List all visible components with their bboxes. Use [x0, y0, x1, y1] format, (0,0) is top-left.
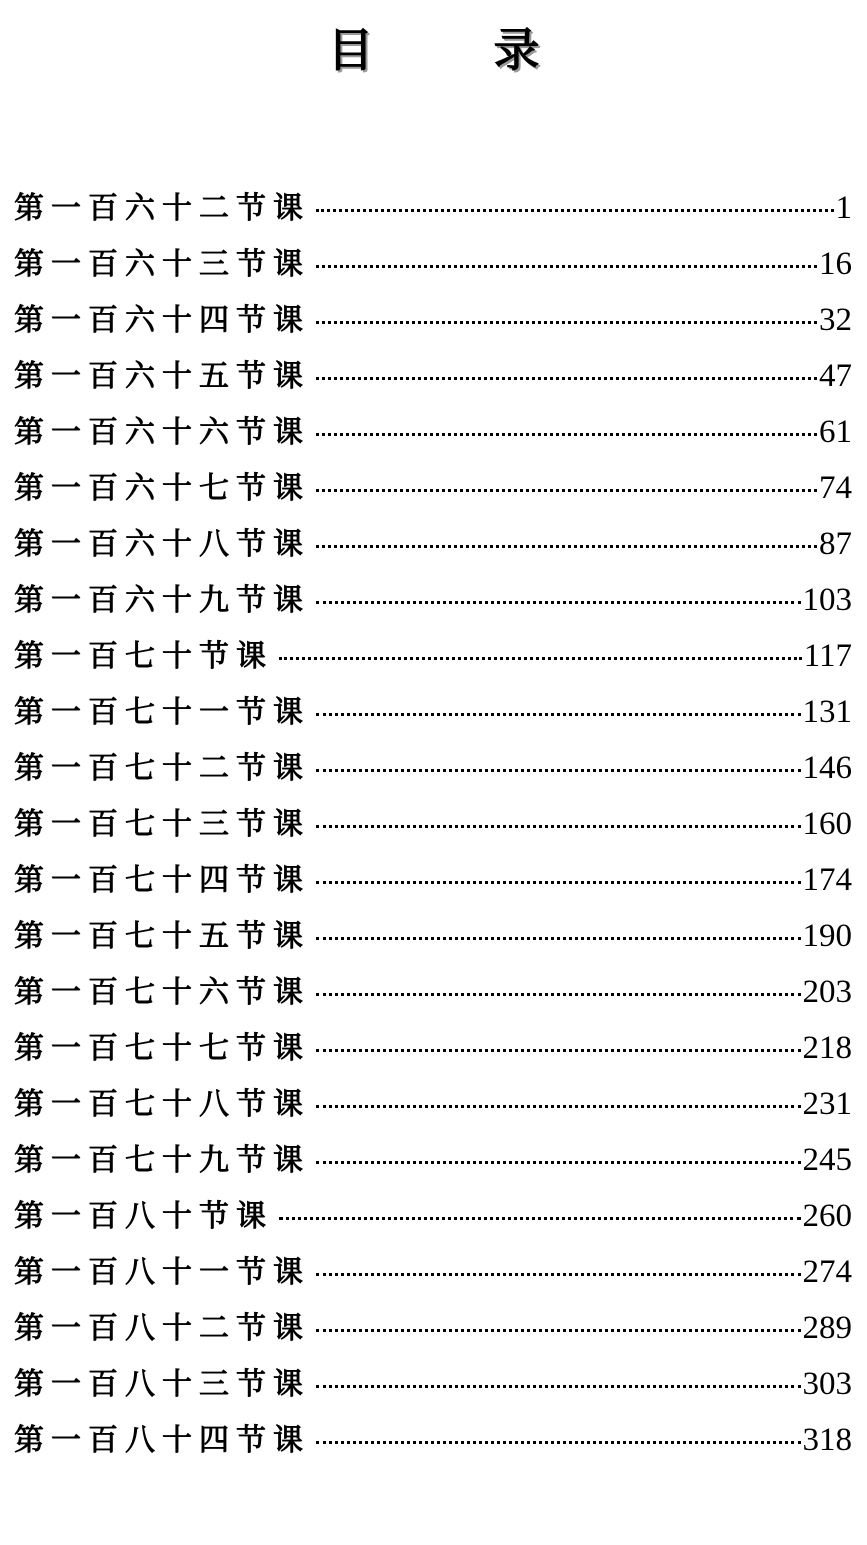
- toc-entry-title: 第一百六十六节课: [14, 415, 310, 450]
- dot-leader: [316, 489, 817, 492]
- toc-entry-title: 第一百八十一节课: [14, 1255, 310, 1290]
- toc-entry-title: 第一百七十七节课: [14, 1031, 310, 1066]
- dot-leader: [316, 377, 817, 380]
- toc-entry[interactable]: [14, 516, 852, 572]
- dot-leader: [316, 545, 817, 548]
- toc-entry-title: 第一百六十七节课: [14, 471, 310, 506]
- toc-entry-title: 第一百八十四节课: [14, 1423, 310, 1458]
- toc-entry-title: 第一百七十一节课: [14, 695, 310, 730]
- dot-leader: [316, 937, 801, 940]
- toc-entry-title: 第一百七十九节课: [14, 1143, 310, 1178]
- toc-entry-title: 第一百七十六节课: [14, 975, 310, 1010]
- toc-entry-title: 第一百七十八节课: [14, 1087, 310, 1122]
- toc-entry-title: 第一百六十五节课: [14, 359, 310, 394]
- toc-entry-title: 第一百七十三节课: [14, 807, 310, 842]
- toc-entry[interactable]: [14, 180, 852, 236]
- dot-leader: [316, 993, 801, 996]
- toc-entry[interactable]: [14, 1412, 852, 1468]
- toc-entry-page: 203: [802, 974, 852, 1010]
- page-title: 目 录: [327, 23, 592, 77]
- toc-entry-page: 16: [819, 246, 852, 282]
- toc-entry-title: 第一百七十五节课: [14, 919, 310, 954]
- dot-leader: [316, 1329, 801, 1332]
- dot-leader: [316, 1161, 801, 1164]
- dot-leader: [316, 1385, 801, 1388]
- dot-leader: [316, 713, 801, 716]
- toc-entry[interactable]: [14, 852, 852, 908]
- toc-list: [14, 180, 852, 1468]
- dot-leader: [279, 1217, 801, 1220]
- toc-entry[interactable]: [14, 1300, 852, 1356]
- toc-entry[interactable]: [14, 796, 852, 852]
- toc-entry-page: 274: [802, 1254, 852, 1290]
- dot-leader: [316, 265, 817, 268]
- toc-entry-page: 74: [819, 470, 852, 506]
- toc-entry-page: 231: [802, 1086, 852, 1122]
- toc-entry-page: 174: [802, 862, 852, 898]
- toc-entry-page: 131: [802, 694, 852, 730]
- dot-leader: [316, 433, 817, 436]
- toc-entry-title: 第一百八十节课: [14, 1199, 273, 1234]
- toc-entry-page: 303: [802, 1366, 852, 1402]
- toc-entry-page: 245: [802, 1142, 852, 1178]
- toc-entry-title: 第一百六十二节课: [14, 191, 310, 226]
- toc-entry-title: 第一百八十三节课: [14, 1367, 310, 1402]
- toc-entry[interactable]: [14, 684, 852, 740]
- toc-entry-title: 第一百八十二节课: [14, 1311, 310, 1346]
- toc-entry-page: 117: [803, 638, 852, 674]
- toc-entry[interactable]: [14, 1132, 852, 1188]
- toc-entry-page: 289: [802, 1310, 852, 1346]
- dot-leader: [316, 825, 801, 828]
- dot-leader: [316, 881, 801, 884]
- toc-entry-page: 32: [819, 302, 852, 338]
- toc-entry-page: 87: [819, 526, 852, 562]
- dot-leader: [316, 1273, 801, 1276]
- toc-entry-title: 第一百六十三节课: [14, 247, 310, 282]
- dot-leader: [279, 657, 802, 660]
- toc-entry[interactable]: [14, 964, 852, 1020]
- toc-entry[interactable]: [14, 908, 852, 964]
- toc-entry[interactable]: [14, 628, 852, 684]
- toc-entry[interactable]: [14, 1076, 852, 1132]
- toc-entry-title: 第一百六十八节课: [14, 527, 310, 562]
- toc-entry-title: 第一百六十四节课: [14, 303, 310, 338]
- dot-leader: [316, 601, 801, 604]
- dot-leader: [316, 1105, 801, 1108]
- toc-entry[interactable]: [14, 1188, 852, 1244]
- toc-entry[interactable]: [14, 1356, 852, 1412]
- toc-entry-page: 103: [802, 582, 852, 618]
- toc-entry-page: 146: [802, 750, 852, 786]
- toc-entry[interactable]: [14, 1244, 852, 1300]
- dot-leader: [316, 209, 834, 212]
- toc-entry-page: 160: [802, 806, 852, 842]
- dot-leader: [316, 769, 801, 772]
- toc-entry-page: 47: [819, 358, 852, 394]
- dot-leader: [316, 321, 817, 324]
- dot-leader: [316, 1049, 801, 1052]
- toc-entry-page: 61: [819, 414, 852, 450]
- toc-entry-page: 260: [802, 1198, 852, 1234]
- toc-entry-title: 第一百七十四节课: [14, 863, 310, 898]
- toc-entry-title: 第一百七十二节课: [14, 751, 310, 786]
- toc-entry[interactable]: [14, 1020, 852, 1076]
- toc-entry[interactable]: [14, 236, 852, 292]
- toc-entry-page: 190: [802, 918, 852, 954]
- toc-entry-page: 318: [802, 1422, 852, 1458]
- toc-entry[interactable]: [14, 740, 852, 796]
- toc-entry[interactable]: [14, 292, 852, 348]
- toc-entry-title: 第一百六十九节课: [14, 583, 310, 618]
- toc-entry[interactable]: [14, 404, 852, 460]
- toc-entry[interactable]: [14, 572, 852, 628]
- toc-entry-page: 1: [835, 190, 852, 226]
- dot-leader: [316, 1441, 801, 1444]
- toc-entry[interactable]: [14, 460, 852, 516]
- toc-entry[interactable]: [14, 348, 852, 404]
- toc-entry-page: 218: [802, 1030, 852, 1066]
- toc-entry-title: 第一百七十节课: [14, 639, 273, 674]
